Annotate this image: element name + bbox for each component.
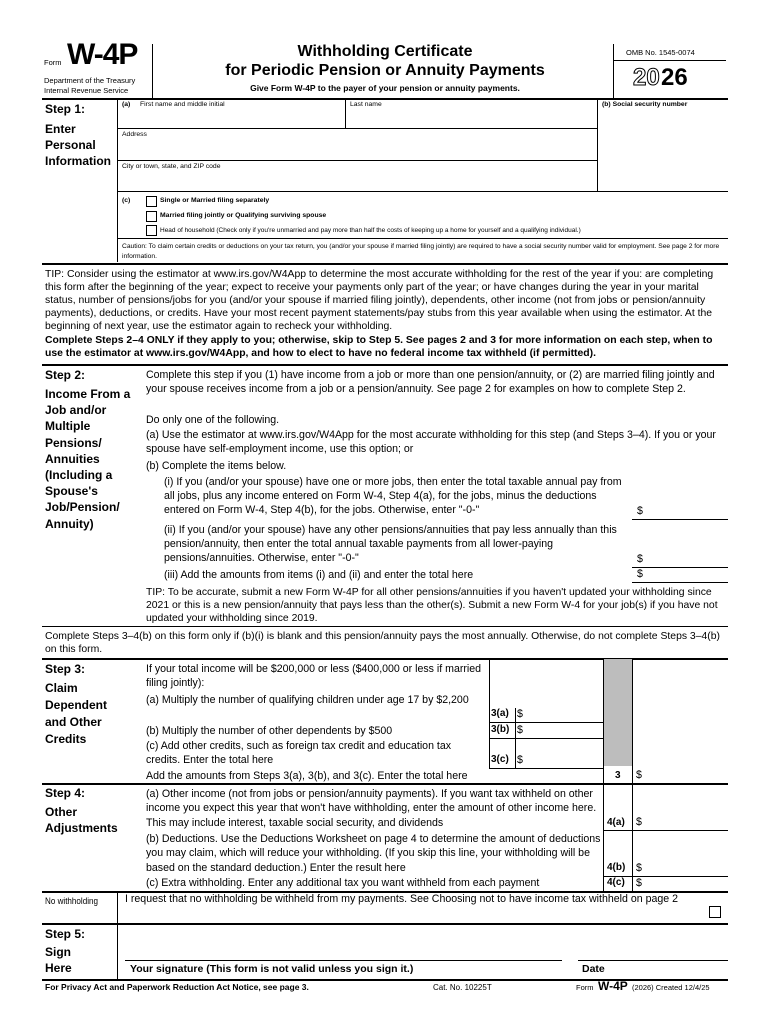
city-label: City or town, state, and ZIP code — [122, 163, 221, 170]
single-checkbox[interactable] — [146, 196, 157, 207]
step1-c-letter: (c) — [122, 197, 131, 204]
step3-c: (c) Add other credits, such as foreign tax credit and education tax credits. Enter the total here — [146, 740, 452, 767]
filing-single-label: Single or Married filing separately — [160, 197, 270, 204]
step3-label: Step 3: — [45, 662, 86, 676]
last-name-input[interactable] — [346, 112, 596, 127]
address-input[interactable] — [118, 141, 596, 159]
step2-biii-input[interactable] — [646, 566, 726, 581]
step2-biii-dollar: $ — [637, 568, 643, 580]
complete-steps-note: Complete Steps 2–4 ONLY if they apply to you; otherwise, skip to Step 5. See pages 2 and 3 for more information on each step, when to use the estimator at www.irs.gov/W4App, and how to elect to have no federal income tax withheld (if permitted). — [45, 335, 713, 359]
tax-year-bold: 26 — [661, 64, 688, 91]
label-3b: 3(b) — [491, 724, 510, 735]
footer-form-tail: (2026) Created 12/4/25 — [632, 983, 710, 992]
first-name-label: First name and middle initial — [140, 101, 225, 108]
form-word: Form — [44, 58, 62, 67]
step3-b: (b) Multiply the number of other dependents by $500 — [146, 725, 393, 737]
address-label: Address — [122, 131, 147, 138]
form-title-line1: Withholding Certificate — [297, 43, 473, 60]
step2-tip: TIP: To be accurate, submit a new Form W-4P for all other pensions/annuities if you haven't updated your withholding since 2021 or this is a new pension/annuity that pays less than the other(s). Submit a new Form W-4 for your job(s) if you have not updated your withholding since 2019. — [146, 587, 718, 625]
step2-bi-input[interactable] — [646, 503, 726, 518]
ssn-input[interactable] — [598, 112, 726, 190]
step1-caution: Caution: To claim certain credits or deductions on your tax return, you (and/or your spouse if married filing jointly) are required to have a social security number valid for employment. See page 2 for more information. — [122, 243, 720, 260]
step1-label: Step 1: — [45, 102, 86, 116]
label-4c: 4(c) — [607, 877, 625, 888]
dollar-3c: $ — [517, 754, 523, 766]
give-form-line: Give Form W-4P to the payer of your pension or annuity payments. — [250, 83, 520, 93]
step2-biii: (iii) Add the amounts from items (i) and (ii) and enter the total here — [164, 569, 474, 581]
estimator-tip: TIP: Consider using the estimator at www.irs.gov/W4App to determine the most accurate withholding for the rest of the year if you: are completing this form after the beginning of the year; expect to receive your payments only part of the year; or have changes during the year in your marital status, number of pensions/jobs for you (and/or your spouse if married filing jointly), dependents, other income (not from jobs or pension/annuity payments), deductions, or credits. Have your most recent payment statements/pay stubs from this year available when using the estimator. At the beginning of next year, use the estimator again to recheck your withholding. — [45, 269, 714, 333]
filing-joint-label: Married filing jointly or Qualifying surviving spouse — [160, 212, 327, 219]
step2-b: (b) Complete the items below. — [146, 460, 287, 472]
step3-a: (a) Multiply the number of qualifying children under age 17 by $2,200 — [146, 694, 469, 706]
step4-a: (a) Other income (not from jobs or pension/annuity payments). If you want tax withheld on other income you expect this year that won't have withholding, enter the amount of other income here. This may include interest, taxable social security, and dividends — [146, 788, 597, 829]
privacy-notice: For Privacy Act and Paperwork Reduction Act Notice, see page 3. — [45, 982, 309, 992]
step2-do-only: Do only one of the following. — [146, 414, 280, 426]
label-3: 3 — [615, 770, 621, 781]
step4-title: Other Adjustments — [45, 805, 118, 835]
step1-a-letter: (a) — [122, 101, 131, 108]
no-withholding-label: No withholding — [45, 896, 98, 907]
dollar-3: $ — [636, 769, 642, 781]
dept-line1: Department of the Treasury — [44, 76, 136, 85]
form-number: W-4P — [67, 38, 138, 71]
step3-intro: If your total income will be $200,000 or less ($400,000 or less if married filing jointly): — [146, 663, 482, 690]
step2-bi: (i) If you (and/or your spouse) have one or more jobs, then enter the total taxable annual pay from all jobs, plus any income entered on Form W-4, Step 4(a), for the jobs, minus the deductions entered on Form W-4, Step 4(b), for the jobs. Otherwise, enter "-0-" — [164, 476, 622, 517]
input-3a[interactable] — [526, 707, 602, 721]
date-label: Date — [582, 963, 605, 975]
step3-title: Claim Dependent and Other Credits — [45, 681, 108, 746]
label-4a: 4(a) — [607, 817, 625, 828]
dept-line2: Internal Revenue Service — [44, 86, 129, 95]
head-of-household-checkbox[interactable] — [146, 225, 157, 236]
input-3b[interactable] — [526, 723, 602, 737]
tax-year-outline: 20 — [633, 64, 660, 91]
step4-label: Step 4: — [45, 786, 86, 800]
step2-bii-dollar: $ — [637, 553, 643, 565]
step2-bi-dollar: $ — [637, 505, 643, 517]
filing-hoh-label: Head of household (Check only if you're unmarried and pay more than half the costs of keeping up a home for yourself and a qualifying individual.) — [160, 227, 581, 234]
no-withholding-checkbox[interactable] — [709, 906, 721, 918]
footer-form-number: W-4P — [598, 979, 628, 993]
dollar-4b: $ — [636, 862, 642, 874]
step5-label: Step 5: — [45, 927, 86, 941]
step2-a: (a) Use the estimator at www.irs.gov/W4App for the most accurate withholding for this step (and Steps 3–4). If you or your spouse have self-employment income, use this option; or — [146, 429, 716, 456]
step4-b: (b) Deductions. Use the Deductions Worksheet on page 4 to determine the amount of deductions you may claim, which will reduce your withholding. (If you skip this line, your withholding will be based on the standard deduction.) Enter the result here — [146, 833, 601, 874]
step2-bii: (ii) If you (and/or your spouse) have any other pensions/annuities that pay less annually than this pension/annuity, then enter the total annual taxable payments from all lower-paying pensions/annuities. Otherwise, enter "-0-" — [164, 524, 617, 565]
omb-number: OMB No. 1545-0074 — [626, 48, 695, 57]
step2-label: Step 2: — [45, 368, 86, 382]
first-name-input[interactable] — [118, 112, 344, 127]
step2-intro: Complete this step if you (1) have income from a job or more than one pension/annuity, or (2) are married filing jointly and your spouse receives income from a job or a pension/annuity. See page 2 for examples on how to complete Step 2. — [146, 369, 715, 396]
form-title-line2: for Periodic Pension or Annuity Payments — [225, 62, 545, 79]
step5-title: Sign Here — [45, 945, 72, 975]
input-3-total[interactable] — [646, 767, 726, 782]
date-input[interactable] — [580, 928, 725, 958]
step4-c: (c) Extra withholding. Enter any additional tax you want withheld from each payment — [146, 877, 540, 889]
dollar-3a: $ — [517, 708, 523, 720]
step3-add: Add the amounts from Steps 3(a), 3(b), and 3(c). Enter the total here — [146, 770, 468, 782]
signature-label: Your signature (This form is not valid unless you sign it.) — [130, 963, 414, 975]
step2-bii-input[interactable] — [646, 551, 726, 566]
ssn-label: (b) Social security number — [602, 101, 688, 108]
input-4c[interactable] — [646, 877, 726, 890]
dollar-4a: $ — [636, 816, 642, 828]
last-name-label: Last name — [350, 101, 382, 108]
input-4a[interactable] — [646, 815, 726, 829]
step2-title: Income From a Job and/or Multiple Pensions/ Annuities (Including a Spouse's Job/Pension/ Annuity) — [45, 387, 131, 531]
label-3a: 3(a) — [491, 708, 509, 719]
input-4b[interactable] — [646, 861, 726, 875]
signature-input[interactable] — [125, 928, 565, 958]
label-4b: 4(b) — [607, 862, 626, 873]
dollar-4c: $ — [636, 877, 642, 889]
dollar-3b: $ — [517, 724, 523, 736]
label-3c: 3(c) — [491, 754, 509, 765]
footer-form-word: Form — [576, 983, 594, 992]
married-jointly-checkbox[interactable] — [146, 211, 157, 222]
input-3c[interactable] — [526, 753, 602, 767]
no-withholding-text: I request that no withholding be withheld from my payments. See Choosing not to have income tax withheld on page 2 — [125, 893, 678, 905]
step34-note: Complete Steps 3–4(b) on this form only if (b)(i) is blank and this pension/annuity pays the most annually. Otherwise, do not complete Steps 3–4(b) on this form. — [45, 631, 720, 655]
catalog-number: Cat. No. 10225T — [433, 983, 492, 992]
step1-title: Enter Personal Information — [45, 122, 111, 169]
city-input[interactable] — [118, 173, 596, 190]
